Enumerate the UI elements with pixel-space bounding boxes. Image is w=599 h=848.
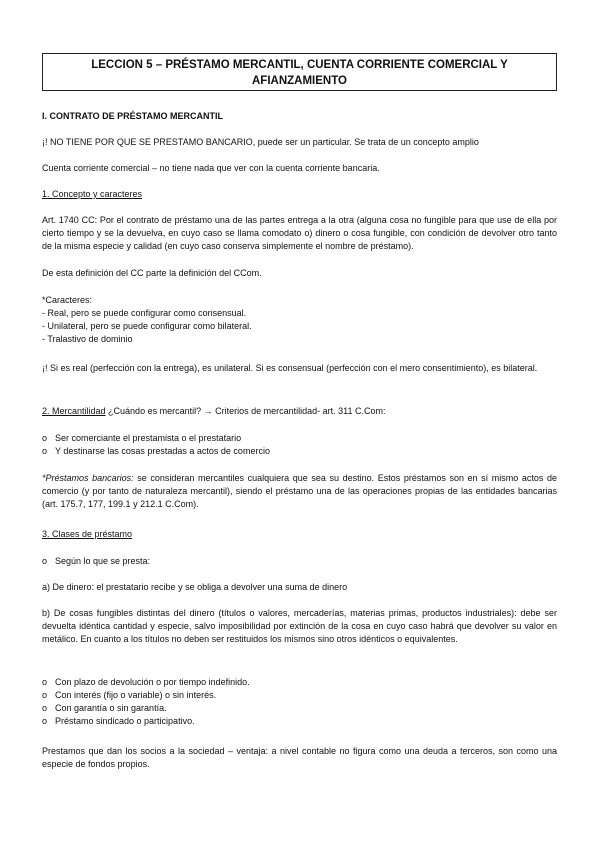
heading-clases: 3. Clases de préstamo xyxy=(42,529,133,539)
clases-list xyxy=(42,676,557,728)
list-item: o Ser comerciante el prestamista o el prestatario xyxy=(42,433,242,443)
lesson-title-line1: LECCION 5 – PRÉSTAMO MERCANTIL, CUENTA CORRIENTE COMERCIAL Y xyxy=(91,59,508,71)
list-item: o Con garantía o sin garantía. xyxy=(42,703,167,713)
lesson-title-line2: AFIANZAMIENTO xyxy=(252,75,347,87)
bullet-icon: o xyxy=(42,556,48,566)
clase-a-paragraph: a) De dinero: el prestatario recibe y se obliga a devolver una suma de dinero xyxy=(42,582,348,592)
section-heading: I. CONTRATO DE PRÉSTAMO MERCANTIL xyxy=(42,111,223,121)
lesson-title-box xyxy=(42,53,557,91)
prestamos-bancarios-paragraph xyxy=(42,472,557,511)
list-item: o Con plazo de devolución o por tiempo indefinido. xyxy=(42,677,250,687)
mercantilidad-heading xyxy=(42,405,557,418)
bullet-icon: o xyxy=(42,677,48,687)
note-cuenta-corriente: Cuenta corriente comercial – no tiene nada que ver con la cuenta corriente bancaria. xyxy=(42,163,380,173)
list-item: o Con interés (fijo o variable) o sin interés. xyxy=(42,690,217,700)
final-paragraph: Prestamos que dan los socios a la sociedad – ventaja: a nivel contable no figura como una deuda a terceros, son como una especie de fondos propios. xyxy=(42,746,557,769)
mercantilidad-heading-label: 2. Mercantilidad xyxy=(42,406,106,416)
segun-line: o Según lo que se presta: xyxy=(42,556,151,566)
list-item: o Y destinarse las cosas prestadas a actos de comercio xyxy=(42,446,270,456)
mercantilidad-list xyxy=(42,432,557,458)
real-note-paragraph: ¡! Si es real (perfección con la entrega), es unilateral. Si es consensual (perfección con el mero consentimiento), es bilateral. xyxy=(42,363,538,373)
bullet-icon: o xyxy=(42,703,48,713)
caracteres-line: *Caracteres: xyxy=(42,295,93,305)
definition-paragraph: De esta definición del CC parte la definición del CCom. xyxy=(42,268,262,278)
note-bancario: ¡! NO TIENE POR QUE SE PRESTAMO BANCARIO, puede ser un particular. Se trata de un concepto amplio xyxy=(42,137,479,147)
caracteres-line: - Tralastivo de dominio xyxy=(42,334,133,344)
art-1740-paragraph: Art. 1740 CC: Por el contrato de préstamo una de las partes entrega a la otra (alguna cosa no fungible para que use de ella por cierto tiempo y se la devuelva, en cuyo caso se llama comodato o) dinero o cosa fungible, con condición de devolver otro tanto de la misma especie y calidad (en cuyo caso conserva simplemente el nombre de préstamo). xyxy=(42,215,557,251)
bullet-icon: o xyxy=(42,690,48,700)
caracteres-list xyxy=(42,294,557,346)
prestamos-bancarios-text: se consideran mercantiles cualquiera que sea su destino. Estos préstamos son en sí mismo actos de comercio (y por tanto de naturaleza mercantil), siendo el préstamo una de las operaciones propias de las entidades bancarias (art. 175.7, 177, 199.1 y 212.1 C.Com). xyxy=(42,473,557,509)
clase-b-paragraph: b) De cosas fungibles distintas del dinero (títulos o valores, mercaderías, materias primas, productos industriales): debe ser devuelta idéntica cantidad y especie, salvo imposibilidad por extinción de la cosa en cuyo caso habrá que devolver su valor en metálico. En cuanto a los títulos no deben ser restituidos los mismos sino otros idénticos o equivalentes. xyxy=(42,608,557,644)
list-item: o Préstamo sindicado o participativo. xyxy=(42,716,195,726)
heading-concepto: 1. Concepto y caracteres xyxy=(42,189,143,199)
bullet-icon: o xyxy=(42,446,48,456)
mercantilidad-heading-rest: ¿Cuándo es mercantil? → Criterios de mercantilidad- art. 311 C.Com: xyxy=(105,406,386,416)
caracteres-line: - Real, pero se puede configurar como consensual. xyxy=(42,308,247,318)
caracteres-line: - Unilateral, pero se puede configurar como bilateral. xyxy=(42,321,252,331)
bullet-icon: o xyxy=(42,433,48,443)
bullet-icon: o xyxy=(42,716,48,726)
prestamos-bancarios-label: *Préstamos bancarios: xyxy=(42,473,134,483)
